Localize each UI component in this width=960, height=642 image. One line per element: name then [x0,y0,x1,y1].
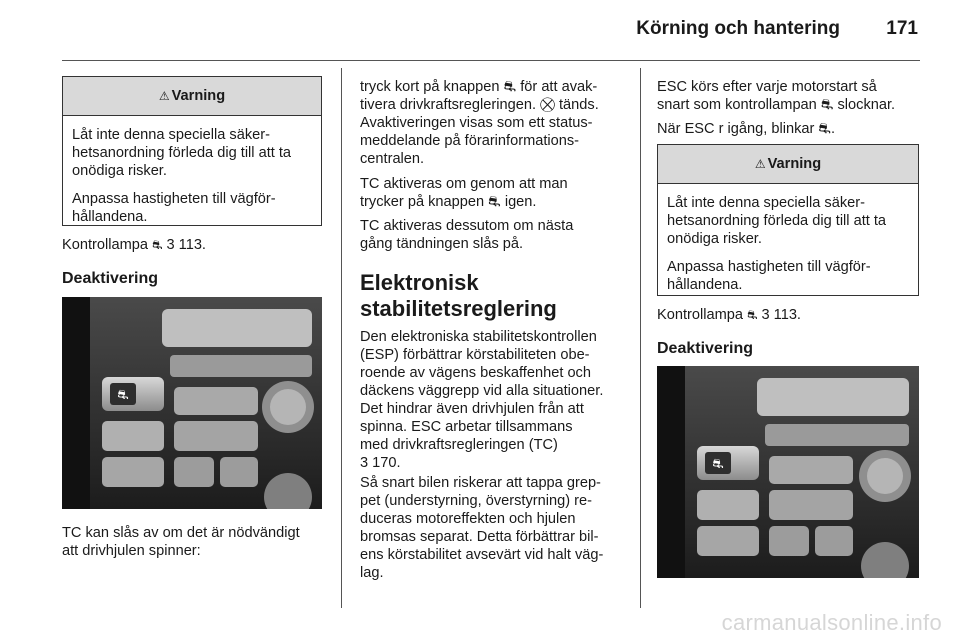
header-rule [62,60,920,61]
text-line: Avaktiveringen visas som ett status- [360,115,593,131]
text-line: att drivhjulen spinner: [62,543,201,559]
warning-text [63,116,321,242]
section-heading: Deaktivering [62,270,159,287]
svg-text:⛐: ⛐ [117,388,129,403]
body-paragraph [657,78,895,114]
text-line: duceras motoreffekten och hjulen [360,511,576,527]
text-line: hetsanordning förleda dig till att ta [72,145,292,161]
text-line: TC aktiveras dessutom om nästa [360,218,574,234]
body-paragraph [360,328,603,472]
body-paragraph [360,474,603,582]
section-heading [360,270,557,322]
control-lamp-ref [62,236,206,254]
traction-control-icon: ⛐ [747,308,758,322]
text-line: spinna. ESC arbetar tillsammans [360,419,573,435]
text-line: tivera drivkraftsregleringen. ⛒ tänds. [360,97,599,113]
dashboard-photo [657,366,919,578]
page-ref-arrow: 3 [166,237,175,253]
page-ref-number: 113. [773,307,801,323]
page-ref-arrow: 3 [761,307,770,323]
body-paragraph [360,217,573,253]
column-divider [341,68,342,608]
control-lamp-ref [657,306,801,324]
dashboard-photo [62,297,322,509]
text-line: gång tändningen slås på. [360,236,524,252]
text-line: trycker på knappen ⛐ igen. [360,194,537,210]
text-line: hållandena. [72,209,148,225]
warning-triangle-icon: ⚠ [158,89,170,103]
warning-title: Varning [171,88,226,104]
warning-box [62,76,322,226]
warning-title: Varning [767,156,822,172]
heading-line: stabilitetsreglering [360,296,557,321]
text-line: hetsanordning förleda dig till att ta [667,213,887,229]
heading-line: Elektronisk [360,270,479,295]
text-line: centralen. [360,151,425,167]
text-line: Anpassa hastigheten till vägför- [667,259,871,275]
text-line: onödiga risker. [667,231,762,247]
text-line: TC kan slås av om det är nödvändigt [62,525,300,541]
watermark: carmanualsonline.info [721,610,942,635]
text-line: hållandena. [667,277,743,293]
warning-paragraph [667,258,909,294]
caption-paragraph [62,524,300,560]
text-line: Anpassa hastigheten till vägför- [72,191,276,207]
ref-label: Kontrollampa [62,237,148,253]
text-line: meddelande på förarinformations- [360,133,580,149]
warning-paragraph [72,190,312,226]
text-line: roende av vägens beskaffenhet och [360,365,591,381]
center-console-illustration [62,297,322,509]
text-line: onödiga risker. [72,163,167,179]
warning-header [658,145,918,184]
column-divider [640,68,641,608]
text-line: med drivkraftsregleringen (TC) [360,437,558,453]
svg-text:⛐: ⛐ [712,457,724,472]
warning-box [657,144,919,296]
ref-label: Kontrollampa [657,307,743,323]
traction-control-icon: ⛐ [152,238,163,252]
text-line: 3 170. [360,455,401,471]
center-console-illustration [657,366,919,578]
text-line: Så snart bilen riskerar att tappa grep- [360,475,601,491]
text-line: bromsas separat. Detta förbättrar bil- [360,529,599,545]
text-line: Den elektroniska stabilitetskontrollen [360,329,597,345]
page-number: 171 [886,18,918,39]
text-line: pet (understyrning, överstyrning) re- [360,493,592,509]
warning-header [63,77,321,116]
warning-text [658,184,918,310]
text-line: däckens väggrepp vid alla situationer. [360,383,604,399]
text-line: Låt inte denna speciella säker- [72,127,270,143]
text-line: Låt inte denna speciella säker- [667,195,865,211]
text-line: tryck kort på knappen ⛐ för att avak- [360,79,598,95]
text-line: Det hindrar även drivhjulen från att [360,401,584,417]
text-line: ESC körs efter varje motorstart så [657,79,877,95]
text-line: (ESP) förbättrar körstabiliteten obe- [360,347,590,363]
page-title: Körning och hantering [636,18,840,39]
text-line: ens körstabilitet avsevärt vid halt väg- [360,547,604,563]
text-line: TC aktiveras om genom att man [360,176,568,192]
warning-paragraph [72,126,312,180]
body-paragraph [360,175,568,211]
body-paragraph [360,78,599,168]
text-line: lag. [360,565,384,581]
page-ref-number: 113. [178,237,206,253]
body-paragraph: När ESC r igång, blinkar ⛐. [657,121,836,137]
text-line: snart som kontrollampan ⛐ slocknar. [657,97,896,113]
warning-triangle-icon: ⚠ [754,157,766,171]
section-heading: Deaktivering [657,340,754,357]
warning-paragraph [667,194,909,248]
